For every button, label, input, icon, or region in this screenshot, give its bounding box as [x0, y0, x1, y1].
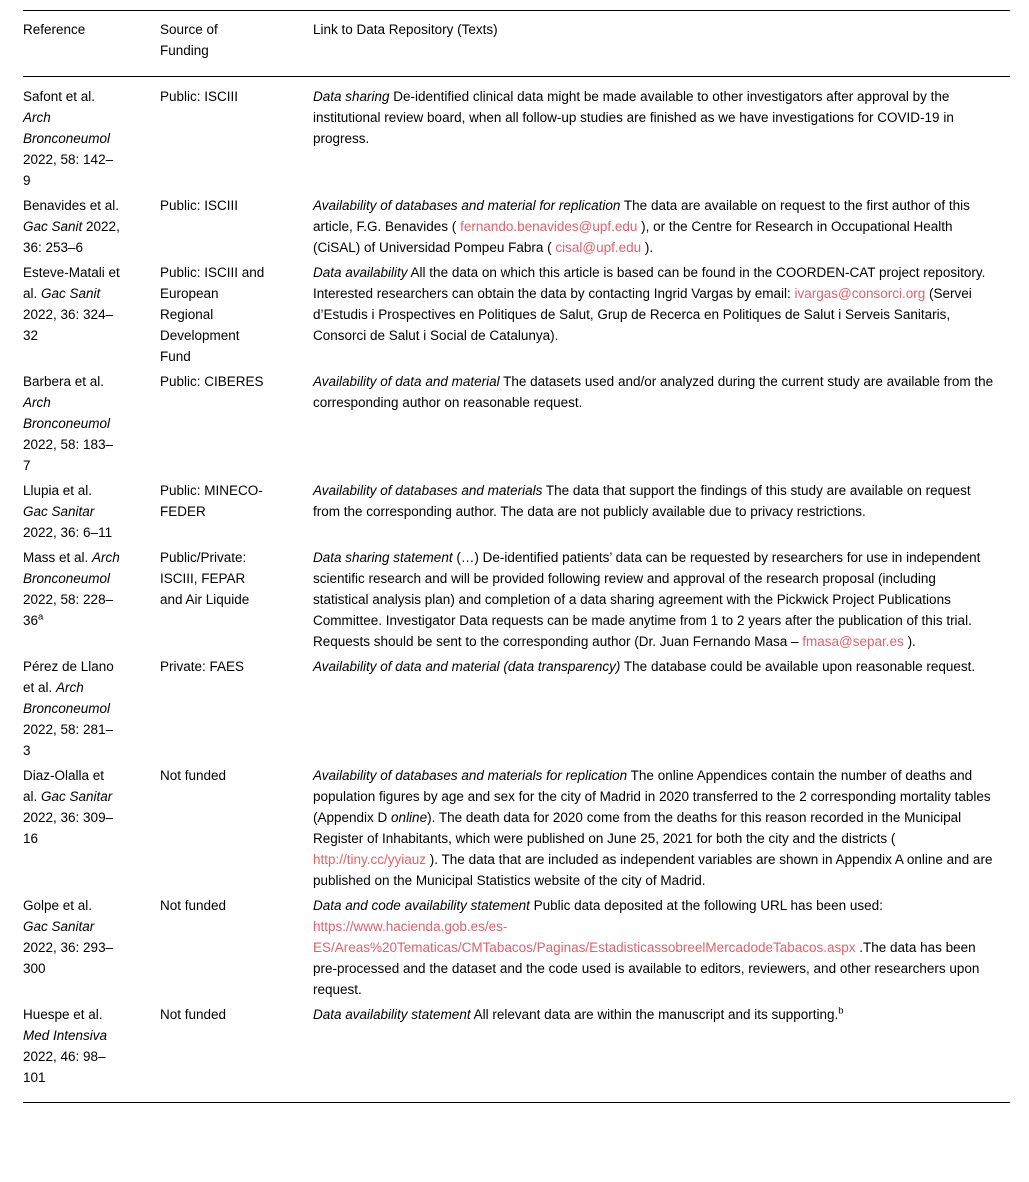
- table-row: [23, 260, 1010, 369]
- italic-text: Gac Sanitar: [41, 789, 113, 804]
- plain-text: 2022, 46: 98–101: [23, 1049, 106, 1085]
- plain-text: Pérez de Llano et al.: [23, 659, 114, 695]
- table-row: [23, 1002, 1010, 1103]
- table-row: [23, 763, 1010, 893]
- italic-text: Gac Sanitar: [23, 919, 95, 934]
- plain-text: The data are available on request to the first author of this article, F.G. Benavides (: [313, 198, 970, 234]
- plain-text: 2022, 36: 6–11: [23, 525, 113, 540]
- funding-cell: Public: ISCIII: [160, 89, 239, 104]
- plain-text: 2022, 36: 309–16: [23, 810, 114, 846]
- plain-text: All the data on which this article is based can be found in the COORDEN-CAT project repository. Interested researchers can obtain the data by contacting Ingrid Vargas by email:: [313, 265, 986, 301]
- footnote-marker: b: [838, 1005, 844, 1017]
- italic-text: Arch Bronconeumol: [23, 550, 120, 586]
- repository-link[interactable]: fmasa@separ.es: [802, 634, 904, 649]
- reference-cell: [23, 260, 160, 369]
- reference-cell: [23, 763, 160, 893]
- italic-text: Data and code availability statement: [313, 898, 530, 913]
- italic-text: Availability of data and material (data transparency): [313, 659, 621, 674]
- reference-cell: [23, 77, 160, 194]
- italic-text: Arch Bronconeumol: [23, 680, 111, 716]
- plain-text: (Servei d’Estudis i Prospectives en Politiques de Salut, Grup de Recerca en Politiques de Salut i Serveis Sanitaris, Consorci de Salut i Social de Catalunya).: [313, 286, 972, 343]
- repository-text-cell: [313, 478, 1010, 545]
- column-header-reference: [23, 11, 160, 77]
- plain-text: ).: [903, 634, 916, 649]
- repository-link[interactable]: ivargas@consorci.org: [794, 286, 926, 301]
- italic-text: online: [391, 810, 428, 825]
- repository-link[interactable]: http://tiny.cc/yyiauz: [313, 852, 427, 867]
- repository-text-cell: [313, 763, 1010, 893]
- table-row: [23, 654, 1010, 763]
- table-body: [23, 77, 1010, 1103]
- repository-text-cell: [313, 1002, 1010, 1103]
- funding-cell: Public: MINECO-FEDER: [160, 483, 263, 519]
- funding-cell: Public: ISCIII: [160, 198, 239, 213]
- plain-text: 2022, 58: 142–9: [23, 152, 114, 188]
- italic-text: Data availability statement: [313, 1007, 471, 1022]
- reference-cell: [23, 193, 160, 260]
- italic-text: Med Intensiva: [23, 1028, 108, 1043]
- plain-text: Esteve-Matali et al.: [23, 265, 120, 301]
- table-row: [23, 369, 1010, 478]
- column-header-funding: [160, 11, 313, 77]
- column-header-reference-label: Reference: [23, 22, 86, 37]
- repository-text-cell: [313, 893, 1010, 1002]
- plain-text: ).: [641, 240, 654, 255]
- plain-text: 2022, 58: 228–36: [23, 592, 114, 628]
- plain-text: Barbera et al.: [23, 374, 105, 389]
- footnote-marker: a: [38, 611, 44, 623]
- repository-link[interactable]: https://www.hacienda.gob.es/es-ES/Areas%20Tematicas/CMTabacos/Paginas/EstadisticassobreelMercadodeTabacos.aspx: [313, 919, 856, 955]
- plain-text: 2022, 58: 281–3: [23, 722, 114, 758]
- plain-text: The datasets used and/or analyzed during the current study are available from the corresponding author on reasonable request.: [313, 374, 994, 410]
- plain-text: (…) De-identified patients’ data can be requested by researchers for use in independent scientific research and will be provided following review and approval of the research proposal (including statistical analysis plan) and completion of a data sharing agreement with the Pickwick Project Publications Committee. Investigator Data requests can be made anytime from 1 to 2 years after the publication of this trial. Requests should be sent to the corresponding author (Dr. Juan Fernando Masa –: [313, 550, 981, 649]
- table-row: [23, 193, 1010, 260]
- data-repository-table: [23, 10, 1010, 1103]
- plain-text: Llupia et al.: [23, 483, 93, 498]
- italic-text: Data sharing: [313, 89, 390, 104]
- table-row: [23, 545, 1010, 654]
- plain-text: Mass et al.: [23, 550, 93, 565]
- reference-cell: [23, 893, 160, 1002]
- funding-cell: Not funded: [160, 768, 227, 783]
- column-header-repository: [313, 11, 1010, 77]
- plain-text: All relevant data are within the manuscript and its supporting.: [470, 1007, 839, 1022]
- reference-cell: [23, 1002, 160, 1103]
- plain-text: ). The death data for 2020 come from the deaths for this reason recorded in the Municipal Register of Inhabitants, which were published on June 25, 2021 for both the city and the districts (: [313, 810, 962, 846]
- plain-text: Benavides et al.: [23, 198, 120, 213]
- plain-text: The database could be available upon reasonable request.: [620, 659, 976, 674]
- italic-text: Data sharing statement: [313, 550, 453, 565]
- plain-text: De-identified clinical data might be made available to other investigators after approval by the institutional review board, when all follow-up studies are finished as we have investigations for COVID-19 in progress.: [313, 89, 954, 146]
- repository-text-cell: [313, 260, 1010, 369]
- italic-text: Gac Sanit: [23, 219, 83, 234]
- italic-text: Arch Bronconeumol: [23, 110, 111, 146]
- reference-cell: [23, 478, 160, 545]
- table-row: [23, 478, 1010, 545]
- italic-text: Availability of data and material: [313, 374, 500, 389]
- repository-text-cell: [313, 545, 1010, 654]
- funding-cell: Not funded: [160, 1007, 227, 1022]
- table-header: [23, 11, 1010, 77]
- column-header-repository-label: Link to Data Repository (Texts): [313, 22, 498, 37]
- plain-text: 2022, 58: 183–7: [23, 437, 114, 473]
- plain-text: Diaz-Olalla et al.: [23, 768, 105, 804]
- repository-text-cell: [313, 77, 1010, 194]
- plain-text: ). The data that are included as independent variables are shown in Appendix A online and are published on the Municipal Statistics website of the city of Madrid.: [313, 852, 993, 888]
- plain-text: .The data has been pre-processed and the dataset and the code used is available to editors, reviewers, and other researchers upon request.: [313, 940, 980, 997]
- italic-text: Availability of databases and materials: [313, 483, 543, 498]
- plain-text: 2022, 36: 324–32: [23, 307, 114, 343]
- repository-text-cell: [313, 369, 1010, 478]
- funding-cell: Public: ISCIII and European Regional Development Fund: [160, 265, 265, 364]
- italic-text: Arch Bronconeumol: [23, 395, 111, 431]
- repository-text-cell: [313, 193, 1010, 260]
- plain-text: Public data deposited at the following URL has been used:: [529, 898, 883, 913]
- table-row: [23, 77, 1010, 194]
- reference-cell: [23, 654, 160, 763]
- italic-text: Availability of databases and material for replication: [313, 198, 621, 213]
- italic-text: Data availability: [313, 265, 408, 280]
- plain-text: Safont et al.: [23, 89, 96, 104]
- reference-cell: [23, 369, 160, 478]
- reference-cell: [23, 545, 160, 654]
- italic-text: Availability of databases and materials for replication: [313, 768, 628, 783]
- table-row: [23, 893, 1010, 1002]
- plain-text: The online Appendices contain the number of deaths and population figures by age and sex for the city of Madrid in 2020 transferred to the 2 corresponding mortality tables (Appendix D: [313, 768, 991, 825]
- funding-cell: Not funded: [160, 898, 227, 913]
- funding-cell: Public/Private: ISCIII, FEPAR and Air Liquide: [160, 550, 250, 607]
- funding-cell: Public: CIBERES: [160, 374, 264, 389]
- funding-cell: Private: FAES: [160, 659, 245, 674]
- repository-link[interactable]: cisal@upf.edu: [555, 240, 642, 255]
- plain-text: The data that support the findings of this study are available on request from the corresponding author. The data are not publicly available due to privacy restrictions.: [313, 483, 971, 519]
- plain-text: Golpe et al.: [23, 898, 93, 913]
- italic-text: Gac Sanit: [41, 286, 101, 301]
- italic-text: Gac Sanitar: [23, 504, 95, 519]
- plain-text: ), or the Centre for Research in Occupational Health (CiSAL) of Universidad Pompeu Fabra (: [313, 219, 953, 255]
- plain-text: 2022, 36: 253–6: [23, 219, 120, 255]
- repository-text-cell: [313, 654, 1010, 763]
- table-header-row: [23, 11, 1010, 77]
- plain-text: Huespe et al.: [23, 1007, 103, 1022]
- column-header-funding-label: Source of Funding: [160, 22, 218, 58]
- plain-text: 2022, 36: 293–300: [23, 940, 114, 976]
- repository-link[interactable]: fernando.benavides@upf.edu: [460, 219, 638, 234]
